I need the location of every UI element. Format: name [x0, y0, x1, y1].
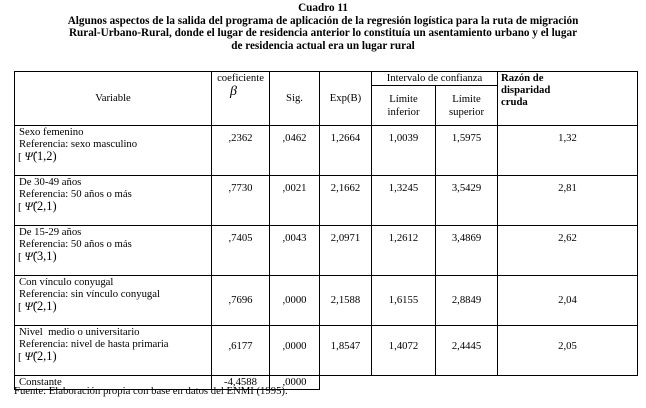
psi-args: (1,2) [32, 149, 57, 164]
psi-notation: [ Ψ̂(2,1) [18, 349, 57, 364]
psi-args: (2,1) [32, 299, 57, 314]
psi-args: (2,1) [32, 349, 57, 364]
caption-line-1: Algunos aspectos de la salida del programa de aplicación de la regresión logística para la ruta de migración [67, 14, 579, 27]
ci-lower-cell: 1,4072 [372, 326, 436, 376]
table-row [15, 226, 638, 276]
variable-name: De 30-49 años [19, 176, 82, 188]
sig-cell: ,0462 [270, 126, 320, 176]
empty-cell [436, 376, 498, 390]
source-note: Fuente: Elaboración propia con base en datos del ENMI (1995). [14, 385, 288, 397]
empty-cell [320, 376, 372, 390]
ci-upper-cell: 2,8849 [436, 276, 498, 326]
variable-cell [15, 126, 212, 176]
header-confidence-interval: Intervalo de confianza [372, 72, 498, 86]
ci-upper-cell: 2,4445 [436, 326, 498, 376]
variable-cell [15, 326, 212, 376]
odds-cell: 2,62 [498, 226, 638, 276]
psi-notation: [ Ψ̂(1,2) [18, 149, 57, 164]
odds-cell: 1,32 [498, 126, 638, 176]
sig-cell: ,0000 [270, 326, 320, 376]
constant-sig: ,0000 [270, 376, 320, 390]
ci-upper-cell: 1,5975 [436, 126, 498, 176]
variable-cell [15, 226, 212, 276]
expb-cell: 2,1588 [320, 276, 372, 326]
sig-cell: ,0043 [270, 226, 320, 276]
odds-cell: 2,04 [498, 276, 638, 326]
table-row [15, 326, 638, 376]
variable-reference: Referencia: nivel de hasta primaria [19, 338, 169, 351]
expb-cell: 2,0971 [320, 226, 372, 276]
empty-cell [498, 376, 638, 390]
variable-reference: Referencia: 50 años o más [19, 238, 132, 251]
table-row [15, 276, 638, 326]
caption-line-3: de residencia actual era un lugar rural [231, 39, 415, 52]
header-ci-upper: Límite superior [436, 86, 498, 126]
coef-cell: ,7730 [212, 176, 270, 226]
psi-args: (2,1) [32, 199, 57, 214]
psi-notation: [ Ψ̂(2,1) [18, 199, 57, 214]
regression-table [14, 71, 638, 390]
variable-name: Sexo femenino [19, 126, 84, 138]
coef-cell: ,6177 [212, 326, 270, 376]
empty-cell [372, 376, 436, 390]
table-row [15, 176, 638, 226]
variable-cell [15, 176, 212, 226]
coef-cell: ,7405 [212, 226, 270, 276]
sig-cell: ,0021 [270, 176, 320, 226]
header-coef-label: coeficiente [217, 72, 264, 84]
ci-lower-cell: 1,3245 [372, 176, 436, 226]
psi-symbol: Ψ̂ [24, 299, 33, 314]
expb-cell: 1,8547 [320, 326, 372, 376]
psi-notation: [ Ψ̂(2,1) [18, 299, 57, 314]
variable-name: Nivel medio o universitario [19, 326, 140, 338]
variable-reference: Referencia: sin vínculo conyugal [19, 288, 160, 301]
header-coefficient [212, 72, 270, 126]
table-row [15, 126, 638, 176]
expb-cell: 2,1662 [320, 176, 372, 226]
header-expb: Exp(B) [320, 72, 372, 126]
odds-cell: 2,81 [498, 176, 638, 226]
coef-cell: ,2362 [212, 126, 270, 176]
psi-symbol: Ψ̂ [24, 249, 33, 264]
variable-name: De 15-29 años [19, 226, 82, 238]
header-odds-label: Razón de disparidad cruda [501, 72, 551, 109]
psi-symbol: Ψ̂ [24, 199, 33, 214]
psi-symbol: Ψ̂ [24, 149, 33, 164]
coef-cell: ,7696 [212, 276, 270, 326]
expb-cell: 1,2664 [320, 126, 372, 176]
caption-line-2: Rural-Urbano-Rural, donde el lugar de residencia anterior lo constituía un asentamiento urbano y el lugar [68, 27, 578, 40]
ci-lower-cell: 1,0039 [372, 126, 436, 176]
variable-name: Con vínculo conyugal [19, 276, 114, 288]
ci-upper-cell: 3,5429 [436, 176, 498, 226]
psi-symbol: Ψ̂ [24, 349, 33, 364]
table-caption [0, 2, 646, 52]
variable-reference: Referencia: sexo masculino [19, 138, 138, 151]
header-ci-lower: Límite inferior [372, 86, 436, 126]
caption-title: Cuadro 11 [298, 2, 348, 14]
header-sig: Sig. [270, 72, 320, 126]
header-odds-ratio [498, 72, 638, 126]
psi-args: (3,1) [32, 249, 57, 264]
ci-upper-cell: 3,4869 [436, 226, 498, 276]
constant-coef: -4,4588 [212, 376, 270, 390]
variable-reference: Referencia: 50 años o más [19, 188, 132, 201]
sig-cell: ,0000 [270, 276, 320, 326]
variable-cell [15, 276, 212, 326]
psi-notation: [ Ψ̂(3,1) [18, 249, 57, 264]
constant-label: Constante [15, 376, 212, 390]
ci-lower-cell: 1,6155 [372, 276, 436, 326]
header-beta-symbol: β [230, 84, 237, 100]
odds-cell: 2,05 [498, 326, 638, 376]
header-variable: Variable [15, 72, 212, 126]
ci-lower-cell: 1,2612 [372, 226, 436, 276]
